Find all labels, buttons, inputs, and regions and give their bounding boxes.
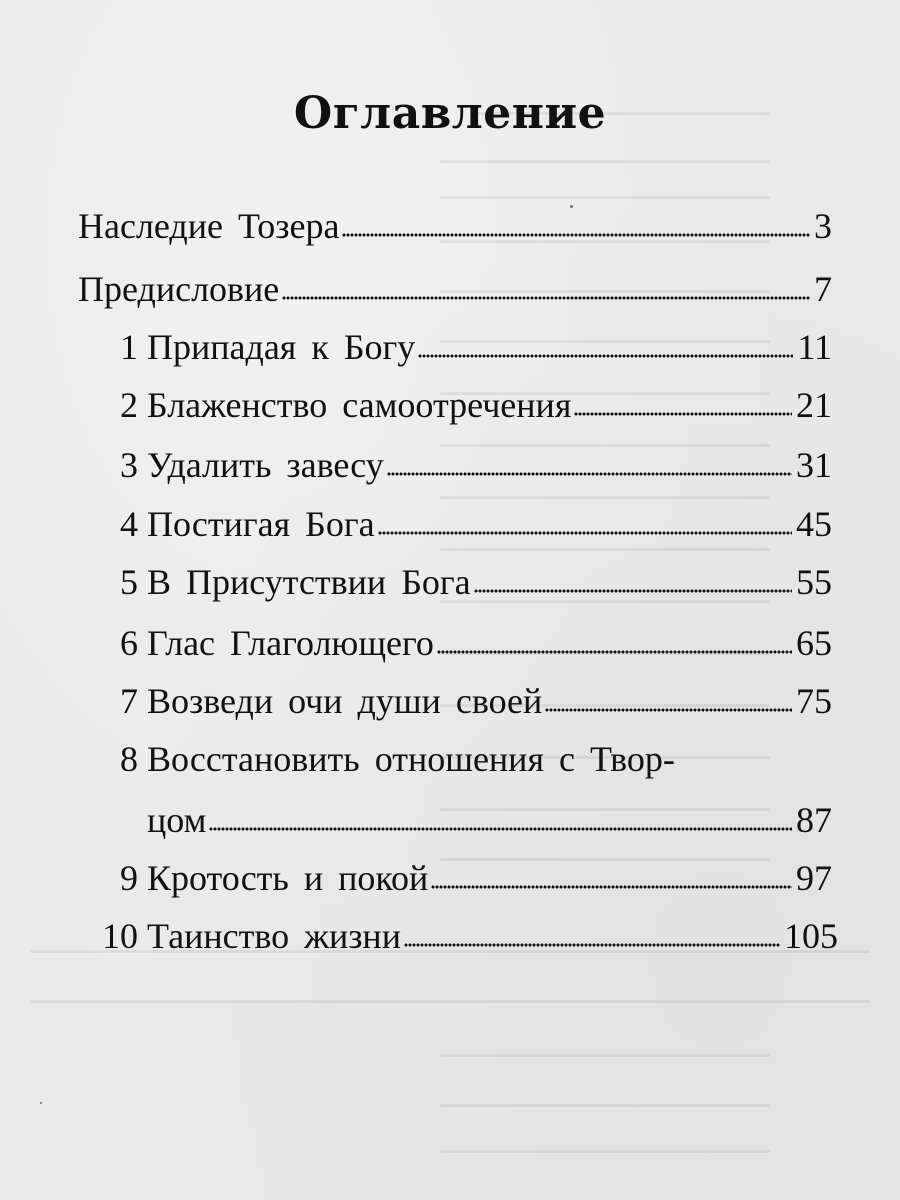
entry-title: Блаженство самоотречения: [147, 385, 572, 425]
paper-speck: [570, 205, 573, 208]
entry-page-number: 105: [784, 916, 838, 956]
chapter-number: 9: [120, 858, 138, 898]
entry-page-number: 55: [796, 562, 832, 602]
entry-page-number: 7: [814, 269, 832, 309]
toc-entry[interactable]: [78, 671, 832, 721]
chapter-number: 2: [120, 385, 138, 425]
entry-page-number: 11: [797, 327, 832, 367]
dot-leader: [342, 232, 810, 238]
dot-leader: [474, 588, 792, 594]
chapter-number: 4: [120, 504, 138, 544]
dot-leader: [404, 942, 780, 948]
chapter-number: 7: [120, 681, 138, 721]
entry-title: Кротость и покой: [147, 858, 429, 898]
entry-title-continuation: цом: [147, 800, 207, 840]
chapter-number: 1: [120, 327, 138, 367]
toc-entry[interactable]: [78, 196, 832, 246]
toc-entry[interactable]: [78, 848, 832, 898]
chapter-number: 5: [120, 562, 138, 602]
entry-page-number: 45: [796, 504, 832, 544]
toc-entry[interactable]: [78, 494, 832, 544]
chapter-number: 6: [120, 623, 138, 663]
entry-title: Удалить завесу: [147, 445, 384, 485]
dot-leader: [282, 295, 810, 301]
chapter-number: 8: [120, 739, 138, 779]
dot-leader: [545, 707, 792, 713]
chapter-number: 3: [120, 445, 138, 485]
entry-title: Восстановить отношения с Твор-: [147, 739, 675, 779]
toc-entry[interactable]: [78, 435, 832, 485]
entry-page-number: 31: [796, 445, 832, 485]
entry-title: Наследие Тозера: [78, 206, 340, 246]
toc-entry[interactable]: [78, 613, 832, 663]
entry-title: Постигая Бога: [147, 504, 375, 544]
entry-title: Предисловие: [78, 269, 280, 309]
dot-leader: [209, 826, 792, 832]
entry-page-number: 3: [814, 206, 832, 246]
dot-leader: [437, 649, 792, 655]
entry-page-number: 65: [796, 623, 832, 663]
chapter-number: 10: [102, 916, 138, 956]
entry-title: Таинство жизни: [147, 916, 401, 956]
entry-title: Возведи очи души своей: [147, 681, 543, 721]
dot-leader: [574, 411, 792, 417]
toc-entry[interactable]: [78, 375, 832, 425]
entry-title: В Присутствии Бога: [147, 562, 471, 602]
entry-title: Глас Глаголющего: [147, 623, 434, 663]
toc-entry-first-line[interactable]: [78, 739, 675, 779]
entry-page-number: 97: [796, 858, 832, 898]
entry-title: Припадая к Богу: [147, 327, 416, 367]
dot-leader: [418, 353, 793, 359]
toc-entry[interactable]: [78, 317, 832, 367]
toc-entry-second-line[interactable]: [147, 790, 832, 840]
toc-entry[interactable]: [78, 552, 832, 602]
toc-entry[interactable]: [78, 906, 838, 956]
entry-page-number: 75: [796, 681, 832, 721]
toc-title: Оглавление: [293, 88, 607, 139]
paper-speck: [40, 1102, 42, 1104]
dot-leader: [378, 530, 792, 536]
entry-page-number: 87: [796, 800, 832, 840]
dot-leader: [387, 471, 792, 477]
entry-page-number: 21: [796, 385, 832, 425]
toc-entry[interactable]: [78, 259, 832, 309]
dot-leader: [431, 884, 792, 890]
